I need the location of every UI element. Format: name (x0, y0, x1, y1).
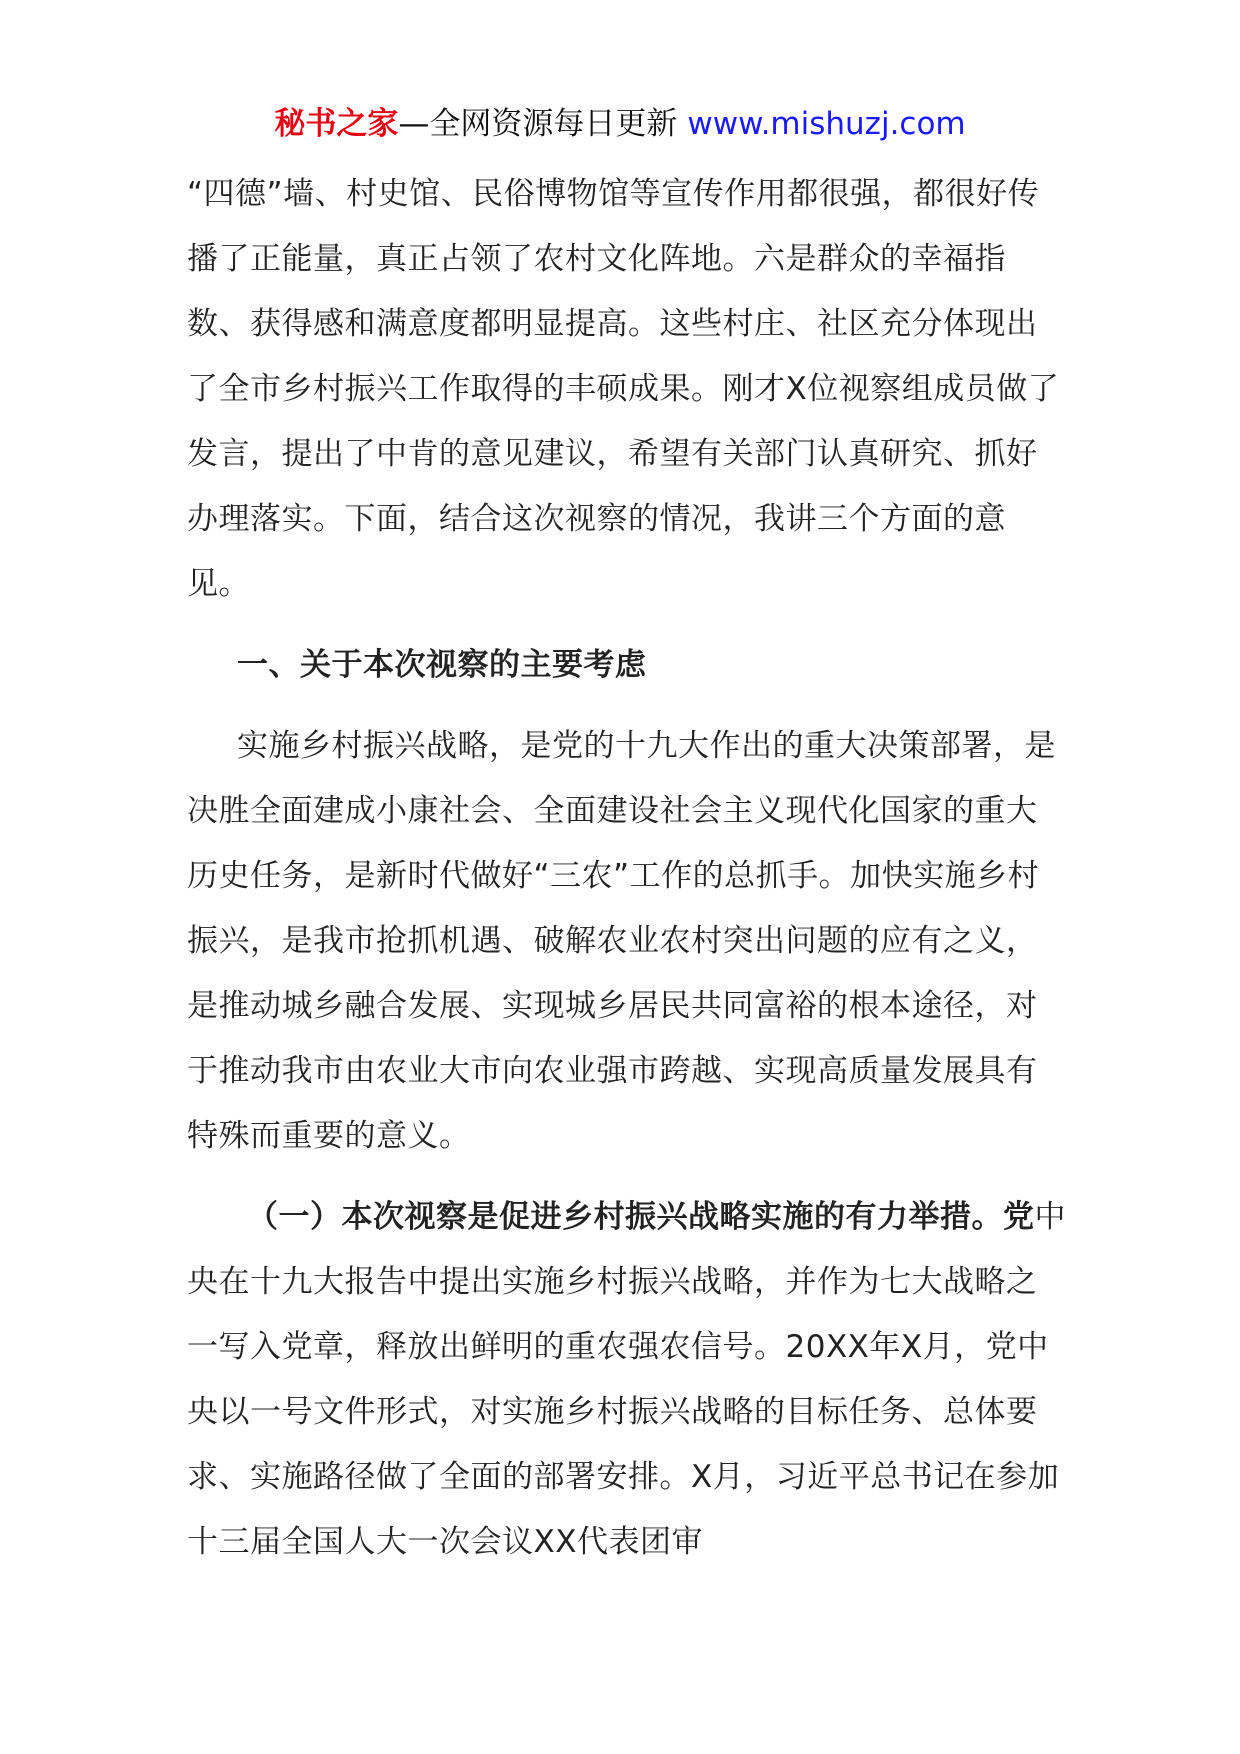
site-header (0, 102, 1240, 146)
site-brand: 秘书之家 (274, 106, 399, 142)
section-heading-1: 一、关于本次视察的主要考虑 (237, 647, 647, 683)
paragraph-1: 实施乡村振兴战略，是党的十九大作出的重大决策部署，是决胜全面建成小康社会、全面建设社会主义现代化国家的重大历史任务，是新时代做好“三农”工作的总抓手。加快实施乡村振兴，是我市抢抓机遇、破解农业农村突出问题的应有之义，是推动城乡融合发展、实现城乡居民共同富裕的根本途径，对于推动我市由农业大市向农业强市跨越、实现高质量发展具有特殊而重要的意义。 (187, 728, 1056, 1154)
document-body (187, 162, 1067, 1575)
intro-paragraph: “四德”墙、村史馆、民俗博物馆等宣传作用都很强，都很好传播了正能量，真正占领了农村文化阵地。六是群众的幸福指数、获得感和满意度都明显提高。这些村庄、社区充分体现出了全市乡村振兴工作取得的丰硕成果。刚才X位视察组成员做了发言，提出了中肯的意见建议，希望有关部门认真研究、抓好办理落实。下面，结合这次视察的情况，我讲三个方面的意见。 (187, 176, 1060, 602)
site-slogan: —全网资源每日更新 (398, 106, 678, 142)
site-url-link[interactable]: www.mishuzj.com (687, 106, 966, 142)
subsection-heading-1: （一）本次视察是促进乡村振兴战略实施的有力举措。党 (247, 1199, 1035, 1235)
paragraph-2: 中央在十九大报告中提出实施乡村振兴战略，并作为七大战略之一写入党章，释放出鲜明的重农强农信号。20XX年X月，党中央以一号文件形式，对实施乡村振兴战略的目标任务、总体要求、实施路径做了全面的部署安排。X月，习近平总书记在参加十三届全国人大一次会议XX代表团审 (187, 1199, 1066, 1560)
subsection-paragraph-1 (187, 1185, 1067, 1575)
